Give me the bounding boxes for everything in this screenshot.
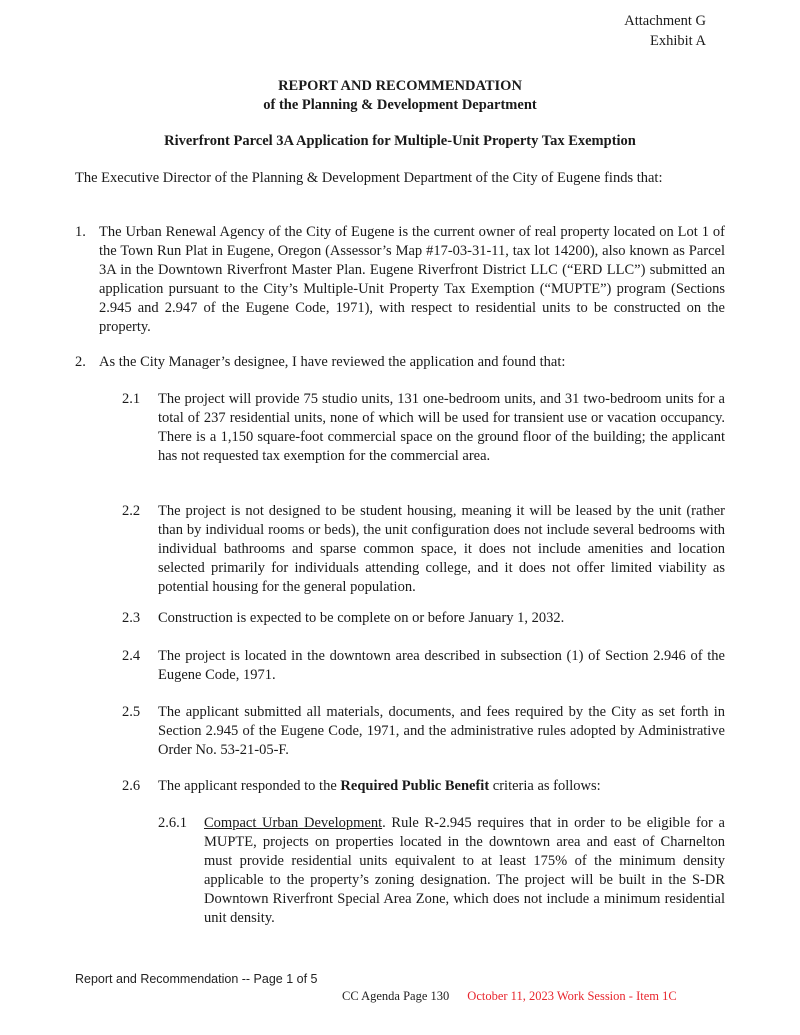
finding-2-5-text: The applicant submitted all materials, documents, and fees required by the City as set forth in Section 2.945 of the Eugene Code, 1971, and the administrative rules adopted by Administrative Order No. 53-21-05-F. bbox=[158, 704, 725, 758]
exhibit-title: Exhibit A bbox=[650, 33, 706, 49]
finding-2-3-number: 2.3 bbox=[122, 610, 141, 626]
finding-2-4-number: 2.4 bbox=[122, 648, 141, 664]
finding-2-6-number: 2.6 bbox=[122, 778, 141, 794]
report-title-line1: REPORT AND RECOMMENDATION bbox=[278, 78, 522, 94]
report-subtitle: Riverfront Parcel 3A Application for Multiple-Unit Property Tax Exemption bbox=[164, 133, 636, 149]
finding-2-6-text bbox=[158, 777, 725, 796]
finding-1-text: The Urban Renewal Agency of the City of Eugene is the current owner of real property located on Lot 1 of the Town Run Plat in Eugene, Oregon (Assessor’s Map #17-03-31-11, tax lot 14200), also known as Parcel 3A in the Downtown Riverfront Master Plan. Eugene Riverfront District LLC (“ERD LLC”) submitted an application pursuant to the City’s Multiple-Unit Property Tax Exemption (“MUPTE”) program (Sections 2.945 and 2.947 of the Eugene Code, 1971), with respect to residential units to be constructed on the property. bbox=[99, 224, 725, 335]
compact-urban-development-heading: Compact Urban Development bbox=[204, 815, 383, 831]
finding-2-2-number: 2.2 bbox=[122, 503, 141, 519]
work-session-label: October 11, 2023 Work Session - Item 1C bbox=[467, 989, 677, 1003]
finding-2-number: 2. bbox=[75, 354, 86, 370]
finding-2-6-text-after: criteria as follows: bbox=[489, 778, 601, 794]
report-title bbox=[0, 77, 800, 115]
finding-1-number: 1. bbox=[75, 224, 86, 240]
agenda-page-number: CC Agenda Page 130 bbox=[342, 989, 450, 1003]
agenda-footer bbox=[342, 988, 677, 1004]
finding-2-4-text: The project is located in the downtown area described in subsection (1) of Section 2.946 of the Eugene Code, 1971. bbox=[158, 648, 725, 683]
report-title-line2: of the Planning & Development Department bbox=[263, 97, 537, 113]
finding-2-3-text: Construction is expected to be complete on or before January 1, 2032. bbox=[158, 610, 565, 626]
intro-paragraph: The Executive Director of the Planning & Development Department of the City of Eugene finds that: bbox=[75, 170, 663, 186]
attachment-label bbox=[624, 11, 706, 51]
required-public-benefit-label: Required Public Benefit bbox=[340, 778, 490, 794]
finding-2-6-1-body: . Rule R-2.945 requires that in order to be eligible for a MUPTE, projects on properties located in the downtown area and east of Charnelton must provide residential units equivalent to at least 175% of the minimum density applicable to the property’s zoning designation. The project will be built in the S-DR Downtown Riverfront Special Area Zone, which does not include a minimum residential unit density. bbox=[204, 815, 725, 926]
page-footer-label: Report and Recommendation -- Page 1 of 5 bbox=[75, 972, 318, 986]
attachment-title: Attachment G bbox=[624, 13, 706, 29]
finding-2-text: As the City Manager’s designee, I have reviewed the application and found that: bbox=[99, 354, 566, 370]
finding-2-5-number: 2.5 bbox=[122, 704, 141, 720]
finding-2-6-1-text bbox=[204, 814, 725, 928]
finding-2-1-number: 2.1 bbox=[122, 391, 141, 407]
finding-2-1-text: The project will provide 75 studio units, 131 one-bedroom units, and 31 two-bedroom units for a total of 237 residential units, none of which will be used for transient use or vacation occupancy. There is a 1,150 square-foot commercial space on the ground floor of the building; the applicant has not requested tax exemption for the commercial area. bbox=[158, 391, 725, 464]
finding-2-2-text: The project is not designed to be student housing, meaning it will be leased by the unit (rather than by individual rooms or beds), the unit configuration does not include several bedrooms with individual bathrooms and sparse common space, it does not include amenities and location selected primarily for individuals attending college, and it does not offer limited viability as potential housing for the general population. bbox=[158, 503, 725, 595]
finding-2-6-1-number: 2.6.1 bbox=[158, 815, 187, 831]
finding-2-6-text-before: The applicant responded to the bbox=[158, 778, 341, 794]
